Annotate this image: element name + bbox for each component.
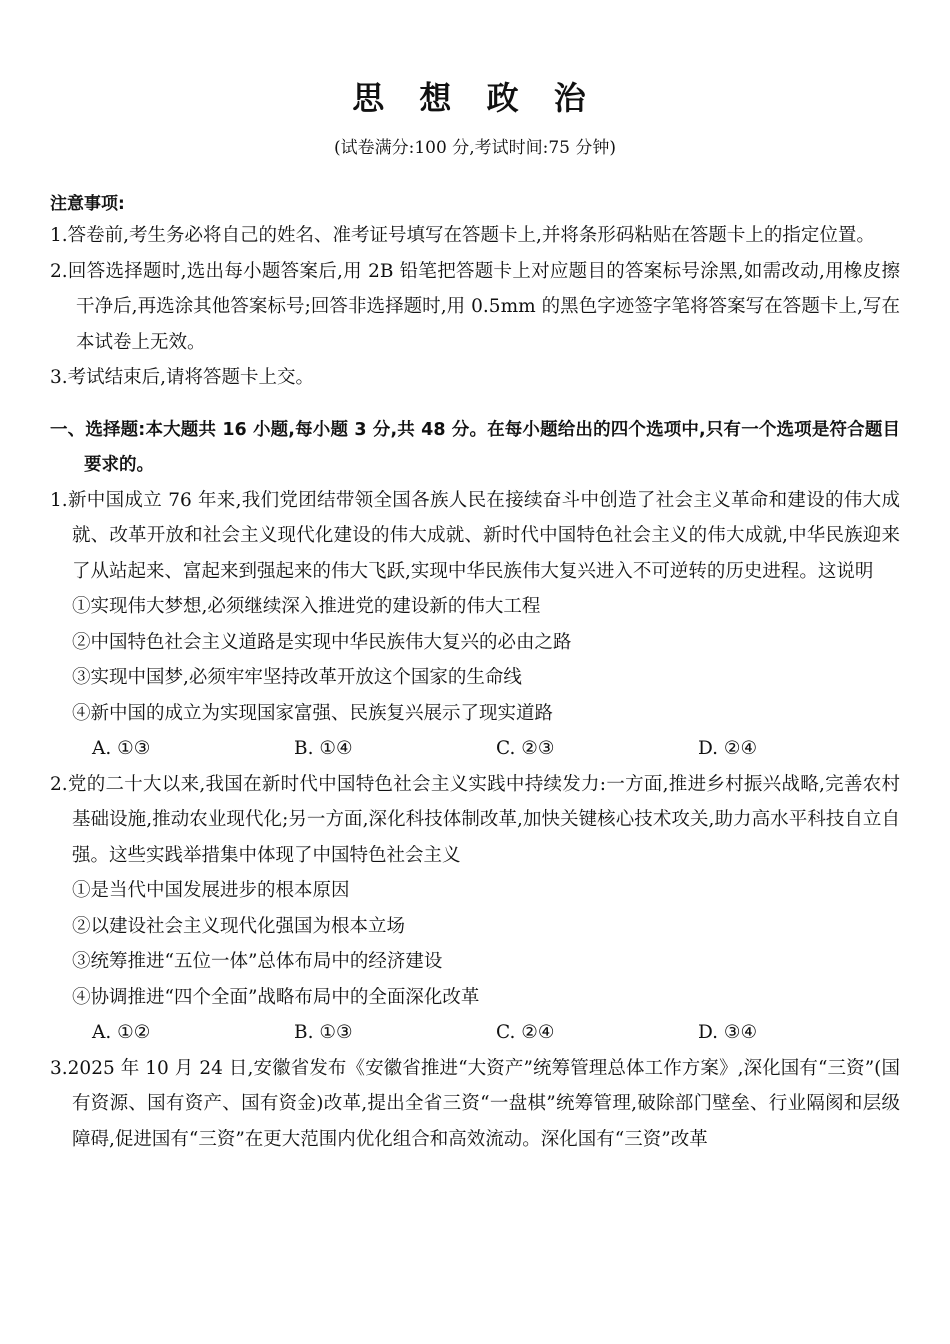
statement-option: ④协调推进“四个全面”战略布局中的全面深化改革 bbox=[72, 986, 480, 1008]
question-3 bbox=[50, 1051, 900, 1158]
page-title: 思 想 政 治 bbox=[352, 79, 598, 117]
choice-c: C. ②③ bbox=[496, 738, 555, 759]
statement-option: ④新中国的成立为实现国家富强、民族复兴展示了现实道路 bbox=[72, 702, 554, 724]
statement-option: ③实现中国梦,必须牢牢坚持改革开放这个国家的生命线 bbox=[72, 667, 522, 688]
choice-d: D. ②④ bbox=[698, 738, 758, 759]
question-stem: 1.新中国成立 76 年来,我们党团结带领全国各族人民在接续奋斗中创造了社会主义革命和建设的伟大成就、改革开放和社会主义现代化建设的伟大成就、新时代中国特色社会主义的伟大成就,中华民族迎来了从站起来、富起来到强起来的伟大飞跃,实现中华民族伟大复兴进入不可逆转的历史进程。这说明 bbox=[50, 489, 900, 582]
choice-d: D. ③④ bbox=[698, 1022, 758, 1043]
exam-info: (试卷满分:100 分,考试时间:75 分钟) bbox=[333, 138, 616, 158]
choice-a: A. ①② bbox=[92, 1022, 151, 1043]
choice-b: B. ①③ bbox=[294, 1022, 353, 1043]
answer-choices bbox=[50, 731, 900, 767]
question-2 bbox=[50, 767, 900, 1051]
notice-item: 3.考试结束后,请将答题卡上交。 bbox=[50, 367, 315, 388]
choice-a: A. ①③ bbox=[92, 738, 151, 759]
choice-c: C. ②④ bbox=[496, 1022, 555, 1043]
question-1 bbox=[50, 483, 900, 767]
statement-option: ②以建设社会主义现代化强国为根本立场 bbox=[72, 915, 406, 937]
notice-item: 2.回答选择题时,选出每小题答案后,用 2B 铅笔把答题卡上对应题目的答案标号涂黑,如需改动,用橡皮擦干净后,再选涂其他答案标号;回答非选择题时,用 0.5mm 的黑色字迹签字笔将答案写在答题卡上,写在本试卷上无效。 bbox=[50, 260, 900, 353]
question-stem: 3.2025 年 10 月 24 日,安徽省发布《安徽省推进“大资产”统筹管理总体工作方案》,深化国有“三资”(国有资源、国有资产、国有资金)改革,提出全省三资“一盘棋”统筹管理,破除部门壁垒、行业隔阂和层级障碍,促进国有“三资”在更大范围内优化组合和高效流动。深化国有“三资”改革 bbox=[50, 1057, 900, 1150]
answer-choices bbox=[50, 1015, 900, 1051]
choice-b: B. ①④ bbox=[294, 738, 353, 759]
statement-option: ①是当代中国发展进步的根本原因 bbox=[72, 880, 350, 901]
question-stem: 2.党的二十大以来,我国在新时代中国特色社会主义实践中持续发力:一方面,推进乡村振兴战略,完善农村基础设施,推动农业现代化;另一方面,深化科技体制改革,加快关键核心技术攻关,助力高水平科技自立自强。这些实践举措集中体现了中国特色社会主义 bbox=[50, 773, 900, 866]
statement-option: ①实现伟大梦想,必须继续深入推进党的建设新的伟大工程 bbox=[72, 596, 541, 617]
section-heading: 一、选择题:本大题共 16 小题,每小题 3 分,共 48 分。在每小题给出的四个选项中,只有一个选项是符合题目要求的。 bbox=[50, 419, 900, 475]
notice-heading: 注意事项: bbox=[50, 194, 125, 214]
notice-item: 1.答卷前,考生务必将自己的姓名、准考证号填写在答题卡上,并将条形码粘贴在答题卡上的指定位置。 bbox=[50, 225, 875, 246]
statement-option: ③统筹推进“五位一体”总体布局中的经济建设 bbox=[72, 951, 443, 972]
statement-option: ②中国特色社会主义道路是实现中华民族伟大复兴的必由之路 bbox=[72, 631, 572, 653]
